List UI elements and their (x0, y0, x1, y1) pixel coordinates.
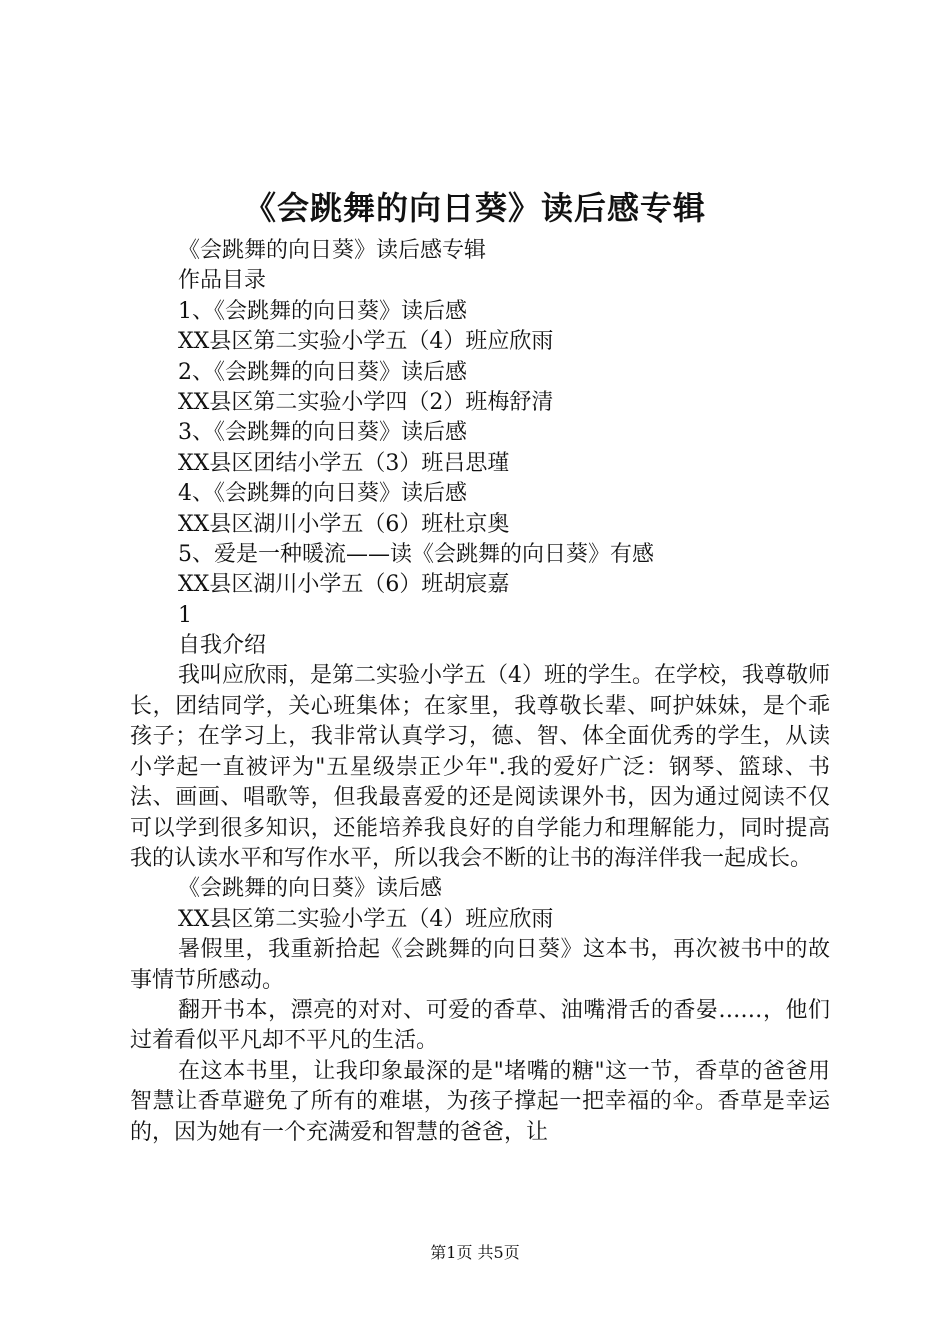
essay-paragraph: 翻开书本，漂亮的对对、可爱的香草、油嘴滑舌的香晏……，他们过着看似平凡却不平凡的生活。 (130, 997, 830, 1054)
essay-paragraph: 暑假里，我重新拾起《会跳舞的向日葵》这本书，再次被书中的故事情节所感动。 (130, 937, 830, 993)
toc-entry-title: 2、《会跳舞的向日葵》读后感 (178, 359, 467, 385)
page-footer: 第1页 共5页 (430, 1243, 520, 1262)
toc-entry-author: XX县区团结小学五（3）班吕思瑾 (178, 450, 510, 476)
toc-entry-title: 3、《会跳舞的向日葵》读后感 (178, 420, 467, 446)
toc-entry-author: XX县区湖川小学五（6）班胡宸嘉 (178, 572, 510, 598)
essay-author: XX县区第二实验小学五（4）班应欣雨 (178, 906, 554, 932)
essay-title: 《会跳舞的向日葵》读后感 (178, 876, 443, 902)
section-number: 1 (178, 602, 192, 628)
intro-paragraph: 我叫应欣雨，是第二实验小学五（4）班的学生。在学校，我尊敬师长，团结同学，关心班集体；在家里，我尊敬长辈、呵护妹妹，是个乖孩子；在学习上，我非常认真学习，德、智、体全面优秀的学生，从读小学起一直被评为"五星级崇正少年".我的爱好广泛：钢琴、篮球、书法、画画、唱歌等，但我最喜爱的还是阅读课外书，因为通过阅读不仅可以学到很多知识，还能培养我良好的自学能力和理解能力，同时提高我的认读水平和写作水平，所以我会不断的让书的海洋伴我一起成长。 (130, 663, 830, 871)
page-title: 《会跳舞的向日葵》读后感专辑 (243, 189, 706, 227)
toc-entry-title: 5、爱是一种暖流——读《会跳舞的向日葵》有感 (178, 541, 654, 567)
toc-entry-title: 4、《会跳舞的向日葵》读后感 (178, 481, 467, 507)
heading-repeat: 《会跳舞的向日葵》读后感专辑 (178, 238, 487, 263)
toc-entry-author: XX县区第二实验小学五（4）班应欣雨 (178, 329, 554, 355)
toc-entry-author: XX县区第二实验小学四（2）班梅舒清 (178, 389, 554, 415)
essay-paragraph: 在这本书里，让我印象最深的是"堵嘴的糖"这一节，香草的爸爸用智慧让香草避免了所有的难堪，为孩子撑起一把幸福的伞。香草是幸运的，因为她有一个充满爱和智慧的爸爸，让 (130, 1058, 830, 1145)
toc-entry-title: 1、《会跳舞的向日葵》读后感 (178, 298, 467, 324)
toc-label: 作品目录 (178, 268, 267, 294)
document-body (130, 236, 830, 1148)
intro-label: 自我介绍 (178, 633, 267, 659)
toc-entry-author: XX县区湖川小学五（6）班杜京奥 (178, 511, 510, 537)
